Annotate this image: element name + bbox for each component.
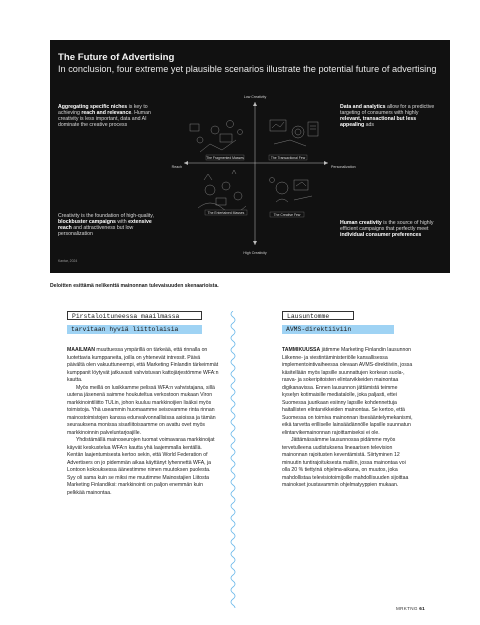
quadrant-br-label: The Creative Few bbox=[273, 212, 301, 217]
quadrant-bl-label: The Entertained Masses bbox=[207, 210, 245, 215]
figure-caption: Deloitten esittämä nelikenttä mainonnan tulevaisuuden skenaarioista. bbox=[50, 283, 219, 289]
quadrant-tl-label: The Fragmented Masses bbox=[206, 155, 244, 160]
quadrant-bl-illustration bbox=[198, 170, 246, 213]
left-paragraph-1: MAAILMAN muuttuessa ympärillä on tärkeää, että rinnalla on luotettavia kumppaneita, joilla on yhtenevät intressit. Päivä päivältä olen vakuuttuneempi, että Marketing Finlandin tärkeimmät kumppanit löytyvät jatkuvasti vahvistuvan kattojärjestömme WFA:n kautta. bbox=[67, 347, 219, 384]
left-paragraph-2: Myös meillä on lusikkamme pelissä WFA:n vahvistajana, sillä uutena jäsenenä saimme houkuteltua verkostoon mukaan Viron markkinointiliitto TULin, johon kuuluu markkinoijien lisäksi myös toimistoja. Yhä useammin huomaamme seisovamme rinta rinnan mainostoimistojen kanssa edunvalvonnallisissa asioissa ja tämän seurauksena monissa sisarliitoissamme on avattu ovet myös markkinoinnin palveluntarjoajille. bbox=[67, 384, 216, 436]
corner-text-bottom-right: Human creativity is the source of highly efficient campaigns that perfectly meet individual consumer preferences bbox=[340, 220, 434, 239]
figure-title: The Future of Advertising bbox=[58, 52, 175, 63]
page-footer bbox=[396, 606, 425, 611]
right-paragraph-1: TAMMIKUUSSA jätimme Marketing Finlandin lausunnon Liikenne- ja viestintäministeriölle kansallisessa implementointivaiheessa olevaan AVMS-direktiiviin, jossa käsitellään myös lapsille suunnattujen korkean suola-, rasva- ja sokeripitoisten elintarvikkeiden mainontaa digikanavissa. Ennen lausunnon jättämistä teimme kyselyn kotimaisille mediatalolle, joka paljasti, ettei Suomessa juurikaan esiinny lapsille kohdennettuja haitallisten elintarvikkeiden mainontaa. Se kertoo, että Suomessa on toimiva mainonnan itsesääntelymekanismi, eikä tarvetta erilliselle lainsäädännölle lapsille suunnatun elintarvikemainonnan rajoittamiseksi ei ole. bbox=[282, 347, 413, 436]
axis-left-label: Reach bbox=[171, 165, 182, 169]
axis-top-label: Low Creativity bbox=[243, 95, 267, 99]
right-paragraph-2: Jättämässämme lausunnossa pidämme myös tervetulleena uudistuksena lineaarisen television mainonnan rajoitusten keventämistä. Siirtyminen 12 minuutin tuntirajoituksesta malliin, jossa mainontaa voi olla 20 % tiettyinä ohjelma-aikana, on muutos, joka mahdollistaa televisiotoimijoille mahdollisuuden sijoittaa mainokset joustavammin ohjelmatyyppien mukaan. bbox=[282, 437, 409, 489]
quadrant-tr-illustration bbox=[270, 120, 318, 146]
right-heading-line2: AVMS-direktiiviin bbox=[282, 325, 394, 334]
left-paragraph-3: Yhdistämällä mainoseurojen tuomat voimavaraa markkinoijat käyvät keskustelua WFA:n kautta yhä laajemmalla kentällä. Kentän laajentumisesta kertoo sekin, että World Federation of Advertisers on jo pidemmän aikaa käyttänyt lyhennettä WFA, ja Lontoon kokouksessa äänestimme nimen muutoksen puolesta. Syy oli sama kuin se miksi me muutimme Mainostajien Liitosta Marketing Finlandiksi: markkinointi on paljon enemmän kuin pelkkää mainontaa. bbox=[67, 437, 215, 496]
corner-text-top-left: Aggregating specific niches is key to achieving reach and relevance. Human creativity is less important, data and AI dominate the creative process bbox=[58, 104, 151, 129]
page-number: 61 bbox=[419, 606, 426, 611]
quadrant-br-illustration bbox=[270, 178, 313, 203]
axis-right-label: Personalization bbox=[331, 165, 356, 169]
left-heading-line1: Pirstaloituneessa maailmassa bbox=[67, 311, 202, 320]
corner-text-top-right: Data and analytics allow for a predictive targeting of consumers with highly relevant, transactional but less appealing ads bbox=[340, 104, 435, 129]
corner-text-bottom-left: Creativity is the foundation of high-quality, blockbuster campaigns with extensive reach and attractiveness but low personalization bbox=[58, 213, 154, 238]
scenario-figure bbox=[50, 40, 450, 273]
right-article-body bbox=[282, 347, 414, 490]
right-heading-line1: Lausuntomme bbox=[282, 311, 354, 320]
figure-subtitle: In conclusion, four extreme yet plausible scenarios illustrate the potential future of advertising bbox=[58, 64, 437, 74]
quadrant-tl-illustration bbox=[190, 121, 243, 153]
left-heading-line2: tarvitaan hyviä liittolaisia bbox=[67, 325, 202, 334]
figure-source: Kantar, 2024 bbox=[58, 259, 78, 263]
quadrant-tr-label: The Transactional Few bbox=[270, 155, 306, 160]
left-article-body bbox=[67, 347, 219, 497]
axis-bottom-label: High Creativity bbox=[243, 251, 267, 255]
wavy-column-divider bbox=[226, 311, 240, 608]
magazine-name: MRKTNG bbox=[396, 606, 418, 611]
